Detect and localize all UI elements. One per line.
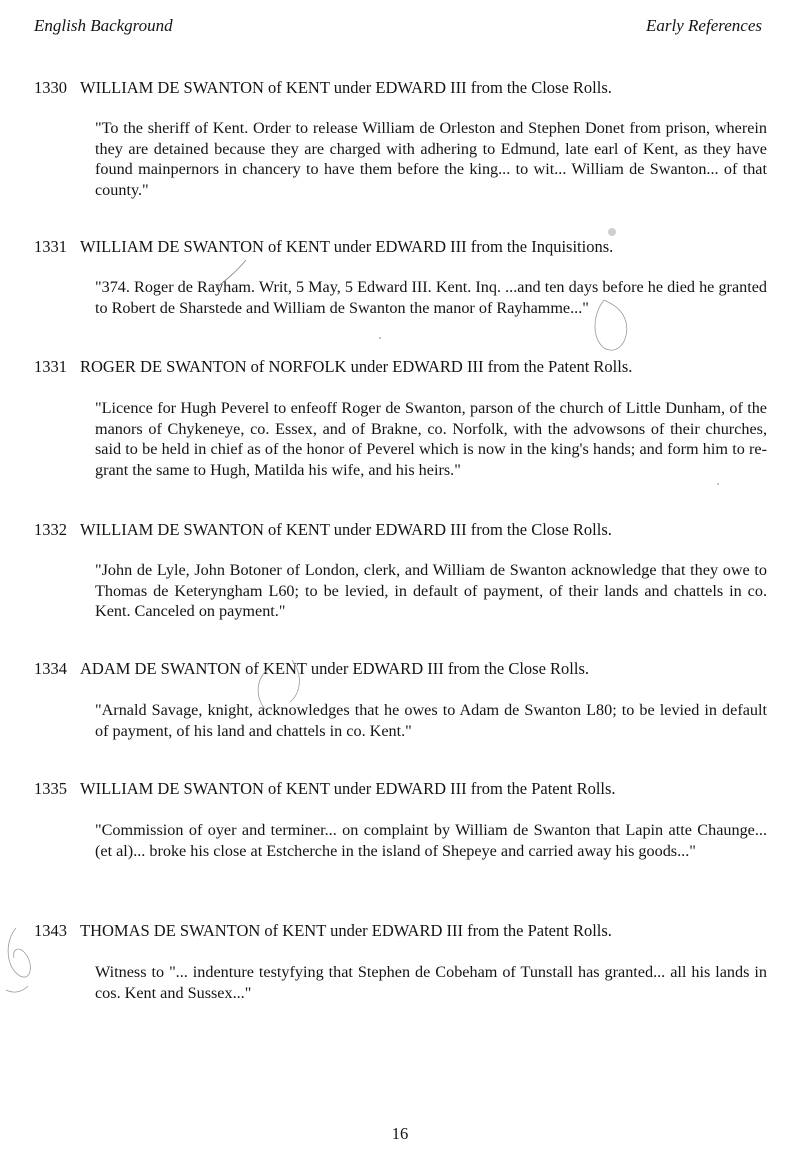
header-chapter-title: Early References (646, 16, 762, 35)
entry-year: 1330 (34, 78, 67, 97)
entry-heading-1332 (34, 520, 612, 540)
header-section-title: English Background (34, 16, 173, 35)
entry-title: ROGER DE SWANTON of NORFOLK under EDWARD III from the Patent Rolls. (80, 357, 633, 376)
entry-heading-1334 (34, 659, 589, 679)
entry-year: 1331 (34, 237, 67, 256)
entry-quote-1331-patent: "Licence for Hugh Peverel to enfeoff Roger de Swanton, parson of the church of Little Dunham, of the manors of Chykeneye, co. Essex, and of Brakne, co. Norfolk, with the advowsons of their churches, said to be held in chief as of the honor of Peverel which is now in the king's hands; and form him to re-grant the same to Hugh, Matilda his wife, and his heirs." (95, 399, 767, 479)
entry-heading-1331-patent (34, 357, 632, 377)
entry-quote-1332: "John de Lyle, John Botoner of London, clerk, and William de Swanton acknowledge that they owe to Thomas de Keteryngham L60; to be levied, in default of payment, of their lands and chattels in co. Kent. Canceled on payment." (95, 561, 767, 620)
speck-mark (717, 483, 719, 485)
entry-title: WILLIAM DE SWANTON of KENT under EDWARD III from the Inquisitions. (80, 237, 614, 256)
speck-mark (379, 337, 381, 339)
entry-heading-1330 (34, 78, 612, 98)
margin-scribble-mark (6, 928, 30, 992)
entry-quote-1343: Witness to "... indenture testyfying that Stephen de Cobeham of Tunstall has granted... all his lands in cos. Kent and Sussex..." (95, 963, 767, 1002)
entry-quote-1331-inquisitions: "374. Roger de Rayham. Writ, 5 May, 5 Edward III. Kent. Inq. ...and ten days before he died he granted to Robert de Sharstede and William de Swanton the manor of Rayhamme..." (95, 278, 767, 317)
entry-year: 1335 (34, 779, 67, 798)
running-header (34, 16, 762, 40)
entry-title: WILLIAM DE SWANTON of KENT under EDWARD III from the Patent Rolls. (80, 779, 616, 798)
entry-quote-1335: "Commission of oyer and terminer... on complaint by William de Swanton that Lapin atte Chaunge... (et al)... broke his close at Estcherche in the island of Shepeye and carried away his goods..." (95, 821, 767, 860)
entry-heading-1343 (34, 921, 612, 941)
entry-title: WILLIAM DE SWANTON of KENT under EDWARD III from the Close Rolls. (80, 520, 612, 539)
entry-heading-1335 (34, 779, 616, 799)
entry-year: 1334 (34, 659, 67, 678)
entry-quote-1330: "To the sheriff of Kent. Order to release William de Orleston and Stephen Donet from prison, wherein they are detained because they are charged with adhering to Edmund, late earl of Kent, as they have found mainpernors in chancery to have them before the king... to wit... William de Swanton... of that county." (95, 119, 767, 199)
page-number: 16 (391, 1124, 409, 1143)
entry-title: THOMAS DE SWANTON of KENT under EDWARD III from the Patent Rolls. (80, 921, 612, 940)
entry-year: 1332 (34, 520, 67, 539)
speck-mark (608, 228, 616, 236)
entry-year: 1331 (34, 357, 67, 376)
entry-title: ADAM DE SWANTON of KENT under EDWARD III from the Close Rolls. (80, 659, 590, 678)
entry-heading-1331-inquisitions (34, 237, 613, 257)
entry-quote-1334: "Arnald Savage, knight, acknowledges that he owes to Adam de Swanton L80; to be levied in default of payment, of his land and chattels in co. Kent." (95, 701, 767, 740)
entry-title: WILLIAM DE SWANTON of KENT under EDWARD III from the Close Rolls. (80, 78, 612, 97)
entry-year: 1343 (34, 921, 67, 940)
